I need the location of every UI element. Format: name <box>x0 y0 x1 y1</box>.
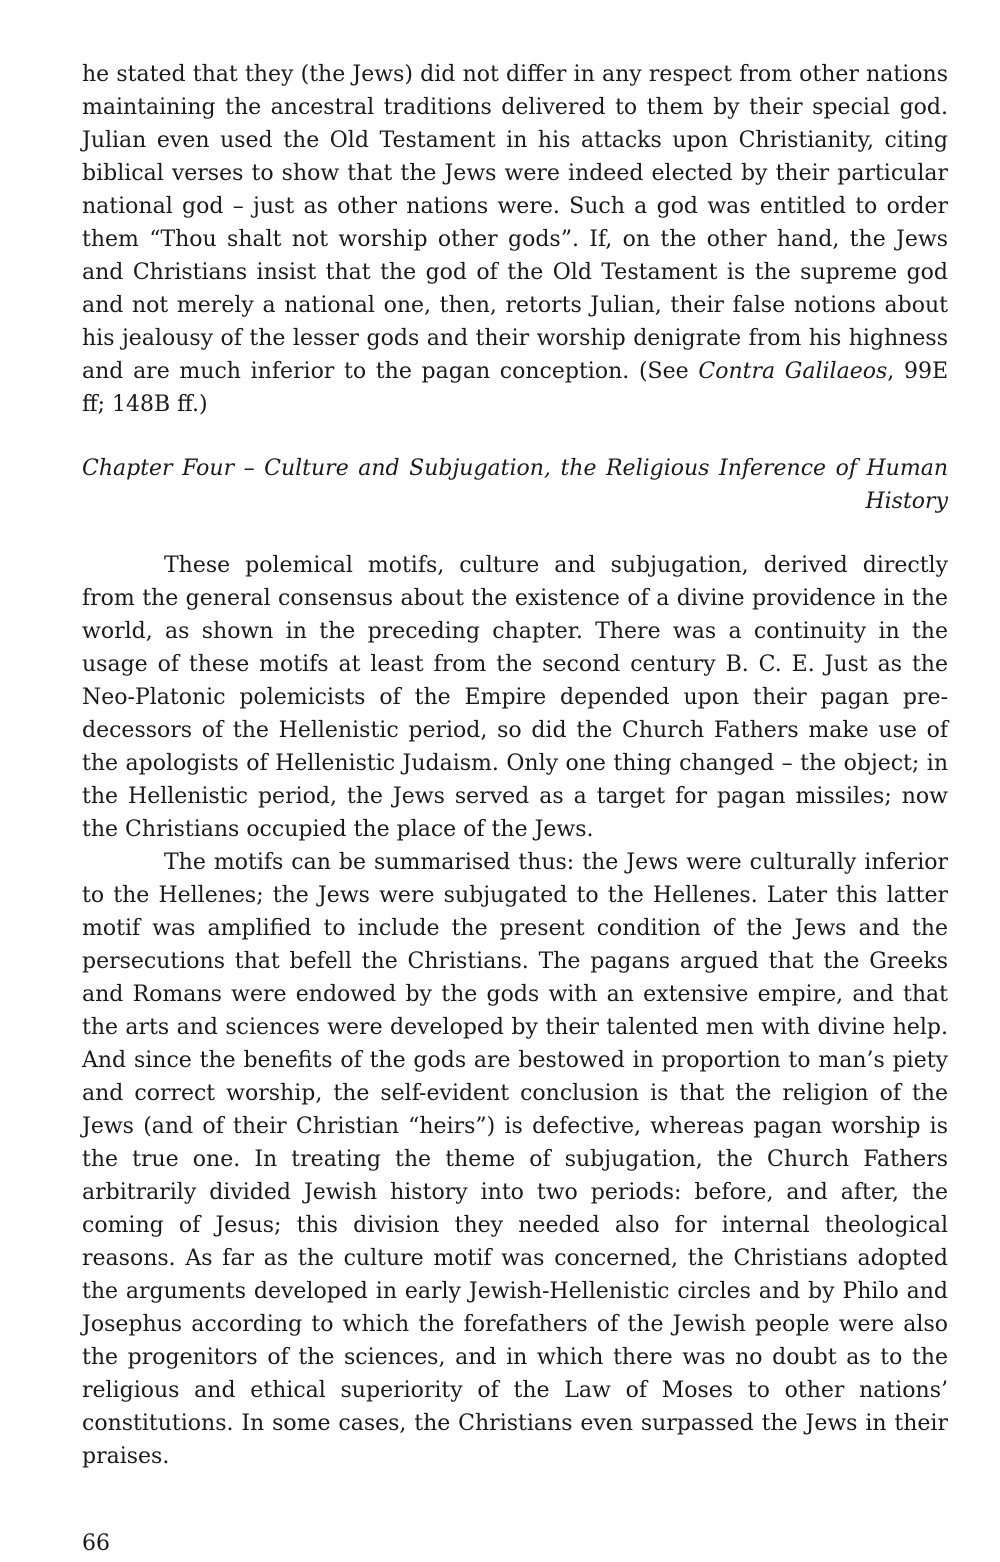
paragraph-motifs-summary: The motifs can be summarised thus: the Jews were culturally inferior to the Hellenes; the Jews were subjugated to the Hellenes. Later this latter motif was amplified to include the present condition of the Jews and the persecutions that befell the Christians. The pagans argued that the Greeks and Romans were endowed by the gods with an extensive empire, and that the arts and sciences were developed by their talented men with divine help. And since the benefits of the gods are bestowed in proportion to man’s piety and correct worship, the self-evident conclusion is that the religion of the Jews (and of their Christian “heirs”) is defective, whereas pagan worship is the true one. In treating the theme of subjugation, the Church Fathers arbitrarily divided Jewish history into two periods: before, and after, the coming of Jesus; this division they needed also for internal theological reasons. As far as the culture motif was concerned, the Christians adopted the arguments developed in early Jewish-Hellenistic circles and by Philo and Josephus according to which the forefathers of the Jewish people were also the progenitors of the sciences, and in which there was no doubt as to the religious and ethical superiority of the Law of Moses to other nations’ constitutions. In some cases, the Christians even surpassed the Jews in their praises. <box>82 850 948 1469</box>
paragraph-polemical-motifs: These polemical motifs, culture and subjugation, derived directly from the general consensus about the existence of a divine providence in the world, as shown in the preceding chapter. There was a continuity in the usage of these motifs at least from the second century B. C. E. Just as the Neo-Platonic polemicists of the Empire depended upon their pagan predecessors of the Hellenistic period, so did the Church Fathers make use of the apologists of Hellenistic Judaism. Only one thing changed – the object; in the Hellenistic period, the Jews served as a target for pagan missiles; now the Christians occupied the place of the Jews. <box>82 553 948 842</box>
page-number: 66 <box>82 1531 110 1556</box>
chapter-heading: Chapter Four – Culture and Subjugation, the Religious Inference of Human History <box>82 456 948 514</box>
page-body <box>82 58 948 1473</box>
paragraph-julian-reference: , 99E ff; 148B ff.) <box>82 359 949 417</box>
paragraph-julian <box>82 58 948 421</box>
work-title-contra-galilaeos: Contra Galilaeos <box>698 359 888 384</box>
paragraph-julian-text: he stated that they (the Jews) did not differ in any respect from other nations maintaining the ancestral traditions delivered to them by their special god. Julian even used the Old Testament in his attacks upon Christianity, citing biblical verses to show that the Jews were indeed elected by their particular national god – just as other nations were. Such a god was entitled to order them “Thou shalt not worship other gods”. If, on the other hand, the Jews and Christians insist that the god of the Old Testament is the supreme god and not merely a national one, then, retorts Julian, their false notions about his jealousy of the lesser gods and their worship denigrate from his highness and are much inferior to the pagan conception. (See <box>82 62 948 384</box>
